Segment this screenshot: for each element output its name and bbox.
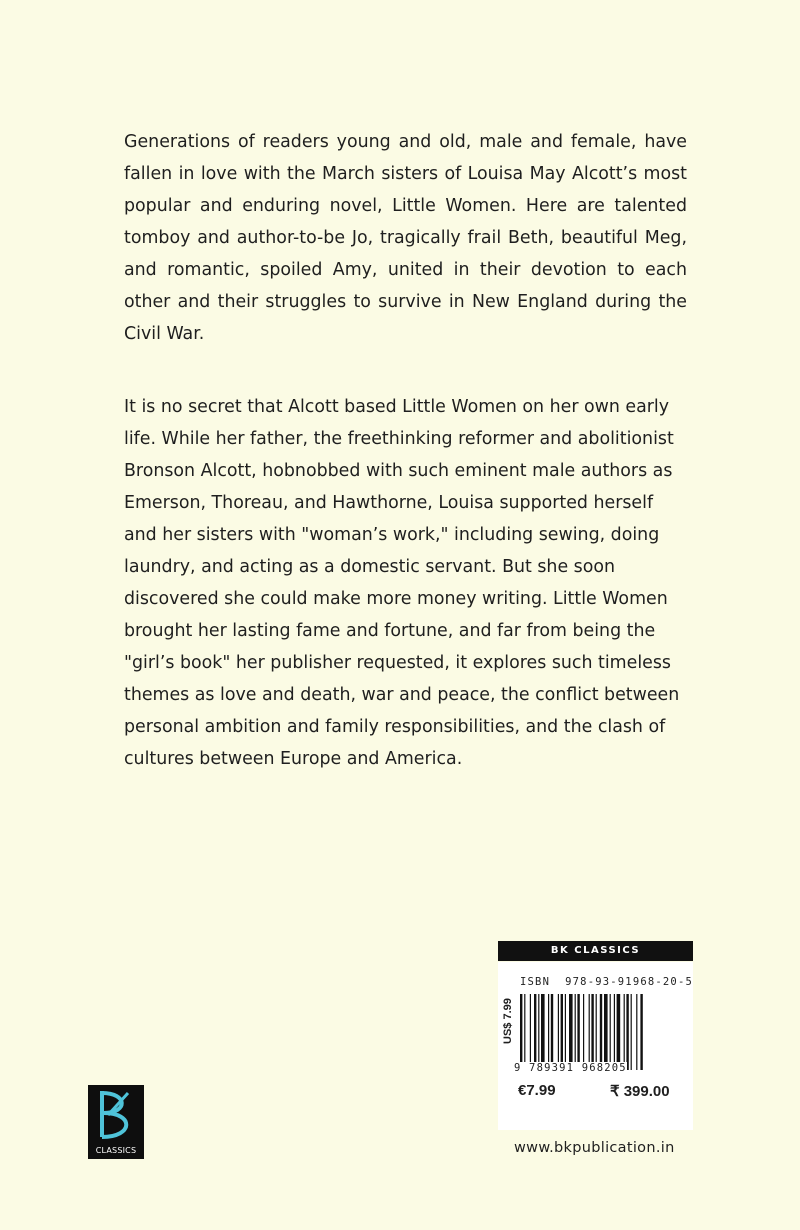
- euro-price: €7.99: [518, 1082, 556, 1099]
- blurb-paragraph-1: Generations of readers young and old, male and female, have fallen in love with the March sisters of Louisa May Alcott’s most popular and enduring novel, Little Women. Here are talented tomboy and author-to-be Jo, tragically frail Beth, beautiful Meg, and romantic, spoiled Amy, united in their devotion to each other and their struggles to survive in New England during the Civil War.: [124, 132, 687, 344]
- barcode-panel: [498, 962, 693, 1130]
- barcode-digits: 9 789391 968205: [514, 1062, 627, 1074]
- publisher-website: www.bkpublication.in: [514, 1140, 675, 1156]
- inr-price: ₹ 399.00: [610, 1083, 670, 1100]
- back-cover-blurb: [124, 126, 687, 775]
- barcode-header: BK CLASSICS: [498, 941, 693, 961]
- barcode-bars-icon: [520, 994, 680, 1070]
- bk-classics-logo: [88, 1085, 144, 1159]
- bk-logo-mark-icon: [88, 1085, 144, 1145]
- logo-text: CLASSICS: [95, 1146, 137, 1155]
- blurb-paragraph-2: It is no secret that Alcott based Little Women on her own early life. While her father, the freethinking reformer and abolitionist Bronson Alcott, hobnobbed with such eminent male authors as Emerson, Thoreau, and Hawthorne, Louisa supported herself and her sisters with "woman’s work," including sewing, doing laundry, and acting as a domestic servant. But she soon discovered she could make more money writing. Little Women brought her lasting fame and fortune, and far from being the "girl’s book" her publisher requested, it explores such timeless themes as love and death, war and peace, the conflict between personal ambition and family responsibilities, and the clash of cultures between Europe and America.: [124, 397, 680, 769]
- us-price: US$ 7.99: [502, 998, 514, 1044]
- isbn-text: ISBN 978-93-91968-20-5: [520, 976, 693, 988]
